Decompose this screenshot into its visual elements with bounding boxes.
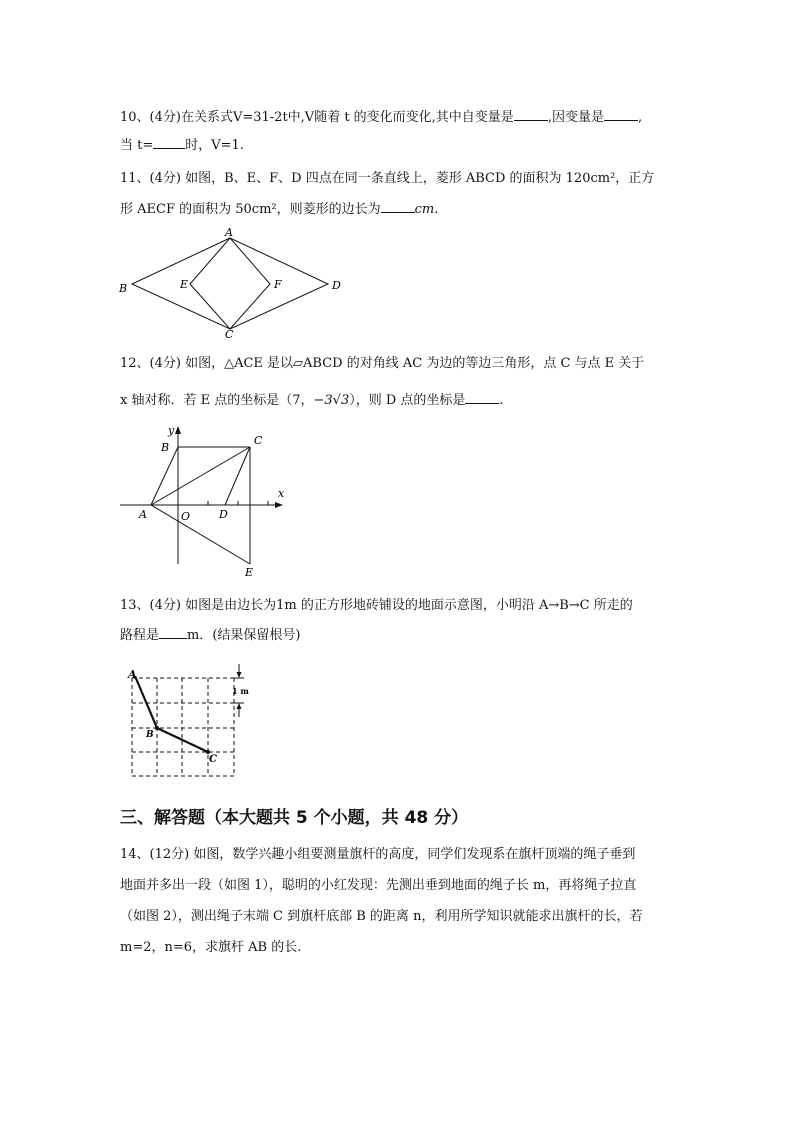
label-c: C [225, 328, 234, 341]
q12-figure [115, 424, 295, 580]
section-heading: 三、解答题（本大题共 5 个小题，共 48 分） [120, 808, 469, 828]
q10-blank-1 [514, 108, 548, 121]
q10-text-c: , [637, 110, 643, 125]
q10-text-d: 当 t= [120, 138, 154, 153]
label-d: D [332, 279, 341, 292]
point-b [155, 726, 159, 730]
label-a: A [225, 226, 233, 239]
unit-label: 1 m [232, 686, 249, 696]
label-a: A [128, 668, 137, 681]
q11-blank [381, 200, 415, 213]
unit-arrow-down [237, 672, 242, 678]
label-b: B [161, 441, 170, 454]
q12-text-b: ），则 D 点的坐标是 [349, 393, 466, 408]
label-f: F [274, 278, 282, 291]
q10-line1 [120, 106, 642, 125]
seg-cd [225, 447, 250, 505]
unit-arrow-up [237, 703, 242, 709]
q10-line2 [120, 134, 244, 153]
seg-ac [151, 447, 250, 505]
label-o: O [181, 510, 191, 523]
label-c: C [254, 434, 263, 447]
label-y: y [168, 424, 175, 437]
seg-ab [151, 447, 178, 505]
q14-line4: m=2，n=6，求旗杆 AB 的长. [120, 940, 302, 955]
y-arrow [175, 426, 181, 434]
q13-text-b: m．(结果保留根号) [187, 628, 301, 643]
q10-blank-2 [604, 108, 638, 121]
q10-blank-3 [153, 136, 185, 149]
q14-line2: 地面并多出一段（如图 1），聪明的小红发现：先测出垂到地面的绳子长 m，再将绳子拉直 [120, 878, 637, 893]
label-b: B [146, 730, 154, 740]
q12-line2 [120, 389, 504, 408]
q13-line1: 13、(4分) 如图是由边长为1m 的正方形地砖铺设的地面示意图，小明沿 A→B→C 所走的 [120, 598, 633, 613]
q14-line1: 14、(12分) 如图，数学兴趣小组要测量旗杆的高度，同学们发现系在旗杆顶端的绳子垂到 [120, 847, 636, 862]
path-abc [135, 676, 208, 752]
label-e: E [180, 278, 189, 291]
rhombus-abcd [132, 238, 328, 329]
q11-text-a: 形 AECF 的面积为 50cm²，则菱形的边长为 [120, 202, 381, 217]
label-d: D [219, 508, 228, 521]
q12-blank [465, 391, 499, 404]
q12-line1: 12、(4分) 如图，△ACE 是以▱ABCD 的对角线 AC 为边的等边三角形，点 C 与点 E 关于 [120, 356, 645, 371]
seg-ae [151, 505, 250, 564]
q11-figure [110, 226, 350, 341]
x-arrow [275, 502, 283, 508]
q12-math: −3√3 [313, 393, 350, 408]
label-b: B [119, 282, 128, 295]
q10-text-a: 10、(4分)在关系式V=31-2t中,V随着 t 的变化而变化,其中自变量是 [120, 110, 514, 125]
q11-line2 [120, 198, 438, 217]
q12-text-c: . [499, 393, 504, 408]
label-a: A [139, 508, 147, 521]
q14-line3: （如图 2），测出绳子末端 C 到旗杆底部 B 的距离 n，利用所学知识就能求出旗杆的长，若 [120, 909, 643, 924]
label-x: x [278, 487, 285, 500]
q13-text-a: 路程是 [120, 628, 160, 643]
q13-blank [159, 626, 187, 639]
label-c: C [209, 754, 217, 765]
q13-line2 [120, 624, 301, 643]
q10-text-b: ,因变量是 [547, 110, 604, 125]
q10-text-e: 时，V=1. [185, 138, 244, 153]
q13-figure [122, 660, 262, 782]
tile-grid [132, 678, 234, 776]
q11-line1: 11、(4分) 如图，B、E、F、D 四点在同一条直线上，菱形 ABCD 的面积为 120cm²，正方 [120, 171, 655, 186]
q11-text-b: cm. [414, 202, 439, 217]
q12-text-a: x 轴对称．若 E 点的坐标是（7， [120, 393, 314, 408]
label-e: E [245, 566, 254, 579]
